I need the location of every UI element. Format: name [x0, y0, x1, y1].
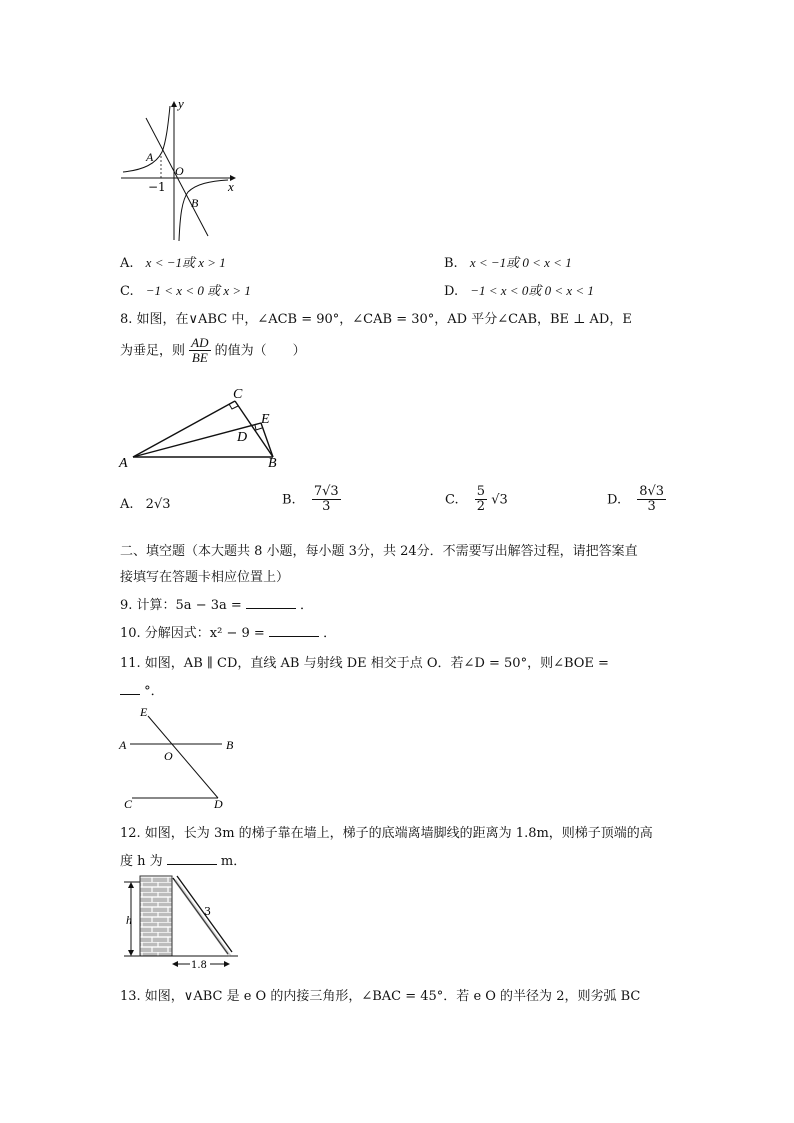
q8-fraction [189, 336, 210, 366]
q8-fraction-num: AD [191, 335, 209, 350]
q8-label-b: B [268, 456, 277, 471]
option-letter: D. [607, 492, 622, 508]
q8-label-d: D [237, 430, 248, 445]
q12-label-h: h [126, 913, 132, 927]
q8-stem-line1: 8. 如图，在∨ABC 中，∠ACB = 90°，∠CAB = 30°，AD 平分∠CAB，BE ⊥ AD，E [120, 312, 632, 327]
q8-prefix: 为垂足，则 [120, 343, 186, 359]
fraction-den: 3 [647, 499, 656, 515]
option-letter: C. [445, 492, 459, 508]
option-letter: B. [444, 256, 458, 271]
fraction-den: 2 [476, 499, 486, 515]
q7-label-b: B [191, 196, 199, 210]
q11-end: °． [144, 684, 164, 699]
q13-stem-line1: 13. 如图，∨ABC 是 e O 的内接三角形，∠BAC = 45°．若 e O 的半径为 2，则劣弧 BC [120, 989, 641, 1004]
q11-answer-blank[interactable] [120, 694, 140, 695]
option-text: x < −1或 0 < x < 1 [469, 255, 572, 270]
q10-end: ． [323, 626, 337, 641]
q12-label-base: 1.8 [191, 960, 207, 971]
q7-function-graph [118, 96, 243, 244]
q11-label-o: O [164, 749, 173, 763]
section2-heading-line1: 二、填空题（本大题共 8 小题，每小题 3分，共 24分．不需要写出解答过程，请把答案直 [120, 544, 638, 559]
q10-question [120, 622, 336, 641]
option-letter: A. [120, 256, 134, 271]
q8-option-c [445, 485, 508, 515]
q9-text: 9. 计算：5a − 3a = [120, 598, 242, 613]
q10-text: 10. 分解因式：x² − 9 = [120, 626, 265, 641]
q8-option-b [282, 485, 341, 515]
option-text: −1 < x < 0 或 x > 1 [145, 283, 251, 298]
option-fraction [475, 485, 487, 515]
q7-label-x: x [228, 179, 234, 194]
q9-question [120, 594, 313, 613]
option-text: x < −1或 x > 1 [145, 255, 226, 270]
q12-ladder-figure [118, 872, 248, 972]
option-text: −1 < x < 0或 0 < x < 1 [470, 283, 594, 298]
q11-stem-line1: 11. 如图，AB ∥ CD，直线 AB 与射线 DE 相交于点 O．若∠D = 50°，则∠BOE = [120, 656, 609, 671]
q11-label-a: A [119, 738, 127, 752]
section2-heading-line2: 接填写在答题卡相应位置上） [120, 570, 290, 585]
q8-suffix: 的值为（ ） [214, 343, 306, 359]
q9-end: ． [300, 598, 314, 613]
fraction-num: 7√3 [313, 484, 339, 499]
option-letter: C. [120, 284, 134, 299]
q7-label-a: A [146, 150, 154, 164]
q8-triangle-figure [116, 384, 286, 472]
q7-label-neg1: −1 [148, 180, 166, 194]
q11-label-e: E [140, 705, 148, 719]
q8-stem-line2 [120, 336, 306, 366]
q12-label-ladder: 3 [204, 905, 211, 918]
fraction-num: 8√3 [639, 484, 665, 499]
q7-option-d [444, 280, 594, 299]
q12-prefix: 度 h 为 [120, 854, 163, 869]
q8-option-d [607, 485, 666, 515]
q7-option-b [444, 252, 572, 271]
option-letter: D. [444, 284, 459, 299]
option-tail: √3 [491, 492, 508, 508]
q8-label-e: E [261, 412, 270, 427]
q8-option-a [120, 497, 171, 512]
q12-end: m． [220, 854, 247, 869]
q7-label-y: y [178, 96, 184, 111]
q8-fraction-den: BE [191, 350, 208, 366]
q10-answer-blank[interactable] [269, 636, 319, 637]
q7-label-o: O [175, 164, 184, 178]
option-text: 2√3 [145, 497, 171, 512]
q8-label-a: A [119, 456, 128, 471]
q11-label-c: C [124, 797, 133, 810]
q11-parallel-lines-figure [116, 704, 246, 810]
q11-stem-line2 [120, 680, 164, 699]
q12-stem-line2 [120, 850, 246, 869]
q7-option-a [120, 252, 226, 271]
fraction-num: 5 [476, 484, 486, 499]
option-fraction [637, 485, 666, 515]
q7-option-c [120, 280, 251, 299]
option-letter: B. [282, 492, 296, 508]
q9-answer-blank[interactable] [246, 608, 296, 609]
q11-label-b: B [226, 738, 234, 752]
q8-label-c: C [233, 387, 243, 402]
q12-stem-line1: 12. 如图，长为 3m 的梯子靠在墙上，梯子的底端离墙脚线的距离为 1.8m，则梯子顶端的高 [120, 826, 653, 841]
q12-answer-blank[interactable] [167, 864, 217, 865]
fraction-den: 3 [322, 499, 331, 515]
option-fraction [312, 485, 341, 515]
option-letter: A. [120, 497, 134, 512]
q11-label-d: D [214, 797, 223, 810]
